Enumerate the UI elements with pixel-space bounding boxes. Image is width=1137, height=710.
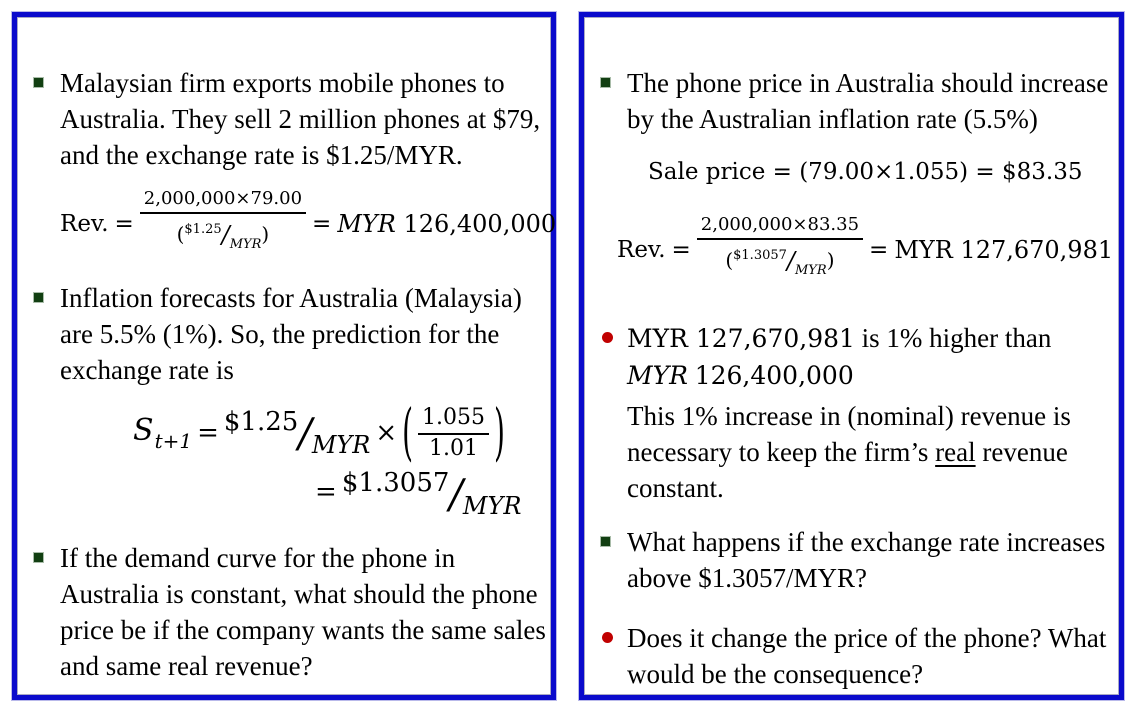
- slash: /: [221, 221, 230, 249]
- result-value: 126,400,000: [403, 209, 557, 238]
- myr-subscript: MYR: [462, 492, 522, 520]
- fraction-denominator: 1.01: [429, 436, 479, 461]
- dollar-rate: $1.3057: [733, 248, 787, 263]
- fraction: [140, 187, 306, 260]
- inflation-ratio-fraction: [418, 404, 489, 462]
- bullet-item-price-increase: [600, 65, 1119, 137]
- fraction-denominator: [140, 214, 306, 260]
- bullet-item-demand-question: [33, 540, 551, 684]
- note-text-pre: This 1% increase in (nominal) revenue is necessary to keep the firm’s: [627, 401, 1071, 467]
- fraction-numerator: 2,000,000×83.35: [697, 213, 863, 240]
- red-bullet-comparison: [600, 320, 1119, 394]
- s-formula-line1: St+1 = $1.25/MYR × ( $\frac{1.055}{1.01}$ ): [133, 395, 505, 469]
- comparison-line2: [627, 357, 1119, 394]
- s-variable: [133, 413, 192, 453]
- slash: /: [298, 411, 312, 457]
- variable-subscript: t+1: [154, 429, 193, 453]
- formula-revenue-initial: [60, 187, 557, 260]
- slash: /: [786, 247, 795, 275]
- red-bullet-price-question: [600, 620, 1119, 692]
- bullet-text: What happens if the exchange rate increases above $1.3057/MYR?: [627, 527, 1106, 593]
- bullet-item-inflation: [33, 280, 551, 388]
- bullet-text: [627, 320, 1119, 394]
- slash: /: [449, 472, 463, 518]
- paren-open: (: [725, 248, 734, 272]
- bullet-item-exchange-question: [600, 524, 1119, 596]
- fraction-denominator: [697, 240, 863, 286]
- square-bullet-icon: [600, 536, 611, 547]
- dollar-rate: $1.25: [223, 407, 299, 437]
- currency-italic: MYR: [627, 361, 688, 390]
- bullet-text: The phone price in Australia should increase by the Australian inflation rate (5.5%): [627, 68, 1109, 134]
- equals-sign: =: [671, 236, 691, 263]
- square-bullet-icon: [33, 77, 44, 88]
- bullet-marker: [33, 540, 60, 684]
- equals-sign: =: [197, 418, 219, 448]
- s-formula-line2: [315, 468, 551, 520]
- formula-revenue-new: [617, 213, 1119, 286]
- equals-sign: =: [114, 210, 134, 237]
- formula-exchange-rate-prediction: [133, 395, 551, 520]
- square-bullet-icon: [33, 552, 44, 563]
- dollar-rate: $1.25: [184, 222, 222, 237]
- currency-label: MYR: [337, 209, 396, 238]
- equals-sign: =: [315, 477, 337, 507]
- formula-lhs: Rev.: [617, 236, 666, 263]
- formula-sale-price: Sale price = (79.00×1.055) = $83.35: [648, 159, 1083, 185]
- myr-subscript: MYR: [795, 263, 827, 278]
- myr-subscript: MYR: [311, 431, 371, 459]
- bullet-marker: [33, 280, 60, 388]
- myr-old-value: 126,400,000: [694, 361, 854, 390]
- fraction-numerator: 1.055: [418, 404, 489, 435]
- bullet-item-exports: [33, 65, 551, 173]
- multiply-sign: ×: [375, 418, 398, 448]
- variable-s: S: [133, 413, 154, 448]
- bullet-text: Malaysian firm exports mobile phones to Australia. They sell 2 million phones at $79, and the exchange rate is $1.25/MYR.: [60, 68, 541, 170]
- bullet-marker: [600, 620, 627, 692]
- bullet-text: Does it change the price of the phone? What would be the consequence?: [627, 623, 1107, 689]
- paren-close: ): [261, 222, 270, 246]
- fraction-numerator: 2,000,000×79.00: [140, 187, 306, 214]
- formula-lhs: Rev.: [60, 210, 109, 237]
- bullet-marker: [600, 320, 627, 394]
- myr-subscript: MYR: [229, 237, 262, 252]
- bullet-marker: [600, 524, 627, 596]
- note-real-revenue: [627, 398, 1119, 506]
- rate-term: [224, 407, 370, 459]
- note-text-post: revenue constant.: [627, 437, 1068, 503]
- square-bullet-icon: [33, 292, 44, 303]
- paren-close: ): [826, 248, 835, 272]
- fraction: [697, 213, 863, 286]
- equals-sign: =: [869, 236, 889, 263]
- dollar-rate: $1.3057: [341, 468, 450, 498]
- comparison-line1: [627, 320, 1119, 357]
- formula-result: MYR 127,670,981: [894, 235, 1114, 264]
- slide-left: [12, 12, 556, 700]
- equals-sign: =: [312, 210, 332, 237]
- square-bullet-icon: [600, 77, 611, 88]
- round-bullet-icon: [602, 332, 613, 343]
- myr-new-value: MYR 127,670,981: [627, 324, 855, 353]
- bullet-text: Inflation forecasts for Australia (Malaysia) are 5.5% (1%). So, the prediction for the exchange rate is: [60, 283, 522, 385]
- formula-result: [337, 210, 556, 238]
- bullet-text: If the demand curve for the phone in Australia is constant, what should the phone price be if the company wants the same sales and same real revenue?: [60, 543, 546, 681]
- result-rate-term: [341, 468, 522, 520]
- underlined-real: real: [935, 437, 976, 467]
- comparison-text: is 1% higher than: [861, 323, 1052, 353]
- slide-right: [579, 12, 1124, 700]
- bullet-marker: [600, 65, 627, 137]
- bullet-marker: [33, 65, 60, 173]
- paren-open: (: [176, 222, 185, 246]
- round-bullet-icon: [602, 632, 613, 643]
